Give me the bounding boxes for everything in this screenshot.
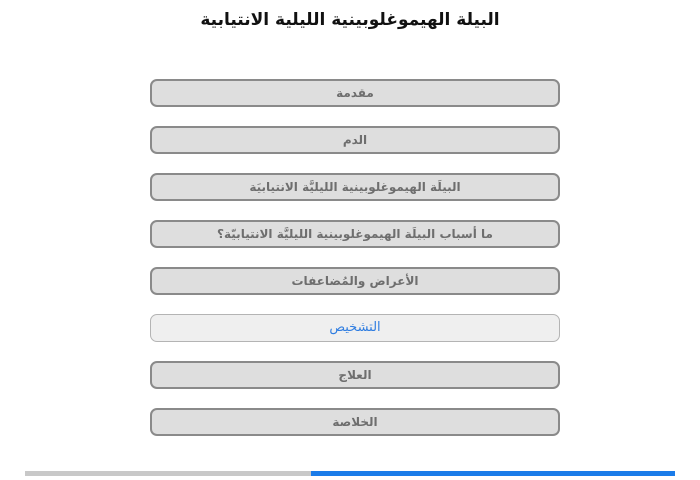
chapter-menu (150, 79, 560, 455)
menu-item-diagnosis[interactable]: التشخيص (150, 314, 560, 342)
progress-bar-fill (311, 471, 675, 476)
menu-item-treatment[interactable]: العلاج (150, 361, 560, 389)
page-title: البيلة الهيموغلوبينية الليلية الانتيابية (200, 10, 500, 30)
menu-item-pnh[interactable]: البيلَة الهيموغلوبينية الليليَّة الانتيابيَة (150, 173, 560, 201)
menu-item-introduction[interactable]: مقدمة (150, 79, 560, 107)
menu-item-causes[interactable]: ما أسباب البيلَة الهيموغلوبينية الليليَّة الانتيابيّة؟ (150, 220, 560, 248)
menu-item-blood[interactable]: الدم (150, 126, 560, 154)
progress-bar (25, 471, 675, 476)
menu-item-symptoms[interactable]: الأعراض والمُضاعفات (150, 267, 560, 295)
menu-item-summary[interactable]: الخلاصة (150, 408, 560, 436)
